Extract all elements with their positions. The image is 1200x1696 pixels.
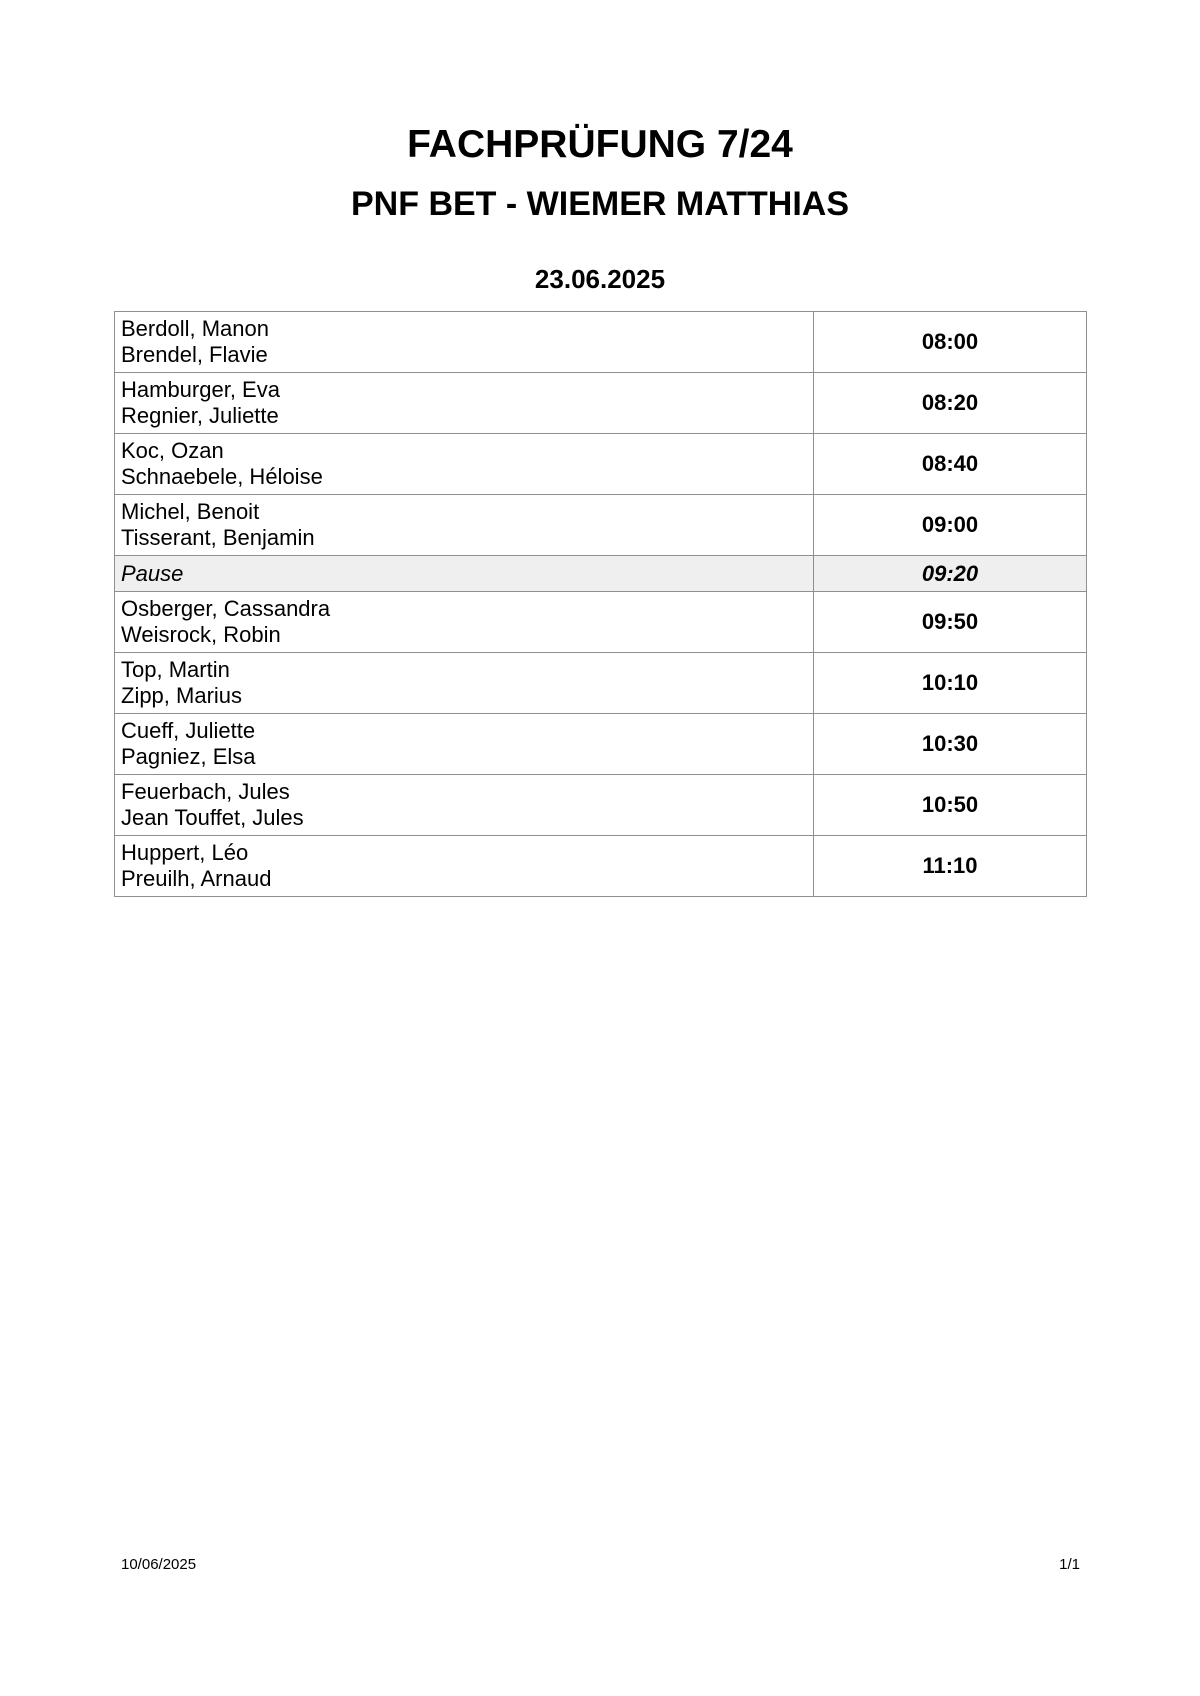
table-row xyxy=(115,495,1087,556)
footer-printed-date: 10/06/2025 xyxy=(121,1556,197,1573)
candidate-names-cell xyxy=(115,495,814,556)
candidate-name: Berdoll, Manon xyxy=(121,316,269,341)
candidate-name: Osberger, Cassandra xyxy=(121,596,331,621)
candidate-name: Zipp, Marius xyxy=(121,683,243,708)
pause-time: 09:20 xyxy=(814,556,1087,592)
footer-page-number: 1/1 xyxy=(1059,1556,1080,1573)
candidate-names-cell xyxy=(115,434,814,495)
time-slot: 08:00 xyxy=(814,312,1087,373)
candidate-name: Weisrock, Robin xyxy=(121,622,281,647)
time-slot: 10:50 xyxy=(814,775,1087,836)
candidate-name: Koc, Ozan xyxy=(121,438,224,463)
table-row xyxy=(115,592,1087,653)
candidate-names-cell xyxy=(115,775,814,836)
candidate-name: Feuerbach, Jules xyxy=(121,779,290,804)
time-slot: 10:10 xyxy=(814,653,1087,714)
candidate-name: Michel, Benoit xyxy=(121,499,260,524)
candidate-name: Brendel, Flavie xyxy=(121,342,268,367)
candidate-name: Hamburger, Eva xyxy=(121,377,280,402)
time-slot: 10:30 xyxy=(814,714,1087,775)
candidate-name: Tisserant, Benjamin xyxy=(121,525,315,550)
candidate-names-cell xyxy=(115,592,814,653)
exam-date: 23.06.2025 xyxy=(534,264,666,294)
table-row xyxy=(115,836,1087,897)
time-slot: 09:00 xyxy=(814,495,1087,556)
time-slot: 08:40 xyxy=(814,434,1087,495)
table-row xyxy=(115,312,1087,373)
table-row xyxy=(115,653,1087,714)
candidate-names-cell xyxy=(115,373,814,434)
candidate-name: Huppert, Léo xyxy=(121,840,249,865)
pause-label: Pause xyxy=(115,556,814,592)
schedule-table xyxy=(114,311,1087,897)
table-row xyxy=(115,373,1087,434)
time-slot: 11:10 xyxy=(814,836,1087,897)
candidate-names-cell xyxy=(115,836,814,897)
candidate-name: Schnaebele, Héloise xyxy=(121,464,323,489)
candidate-name: Preuilh, Arnaud xyxy=(121,866,272,891)
candidate-name: Cueff, Juliette xyxy=(121,718,256,743)
page-title: FACHPRÜFUNG 7/24 xyxy=(407,123,793,166)
candidate-names-cell xyxy=(115,312,814,373)
table-row xyxy=(115,714,1087,775)
candidate-name: Regnier, Juliette xyxy=(121,403,279,428)
time-slot: 08:20 xyxy=(814,373,1087,434)
pause-row xyxy=(115,556,1087,592)
table-row xyxy=(115,775,1087,836)
candidate-name: Jean Touffet, Jules xyxy=(121,805,304,830)
candidate-names-cell xyxy=(115,653,814,714)
table-row xyxy=(115,434,1087,495)
candidate-name: Top, Martin xyxy=(121,657,230,682)
page-subtitle: PNF BET - WIEMER MATTHIAS xyxy=(351,185,849,223)
candidate-name: Pagniez, Elsa xyxy=(121,744,256,769)
time-slot: 09:50 xyxy=(814,592,1087,653)
candidate-names-cell xyxy=(115,714,814,775)
